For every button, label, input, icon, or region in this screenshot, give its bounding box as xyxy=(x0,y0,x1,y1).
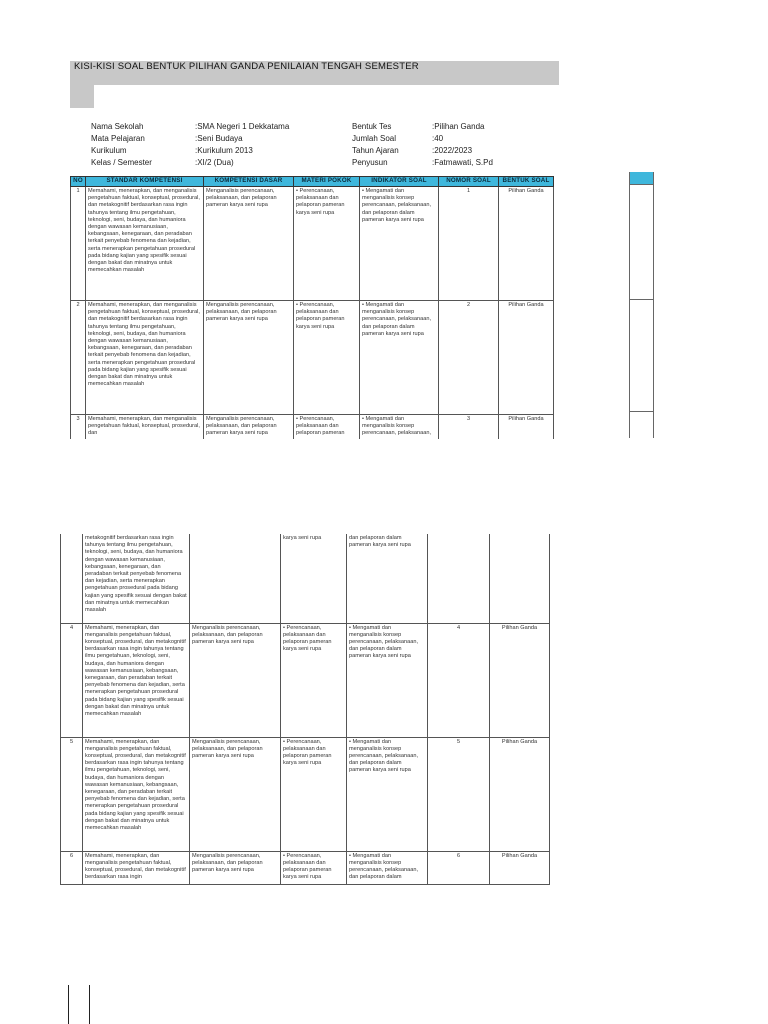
cell-bentuk-soal: Pilihan Ganda xyxy=(490,737,550,851)
cell-no: 2 xyxy=(71,301,86,415)
cell-standar-kompetensi: Memahami, menerapkan, dan menganalisis pengetahuan faktual, konseptual, prosedural, dan metakognitif berdasarkan rasa ingin xyxy=(83,851,190,884)
cell-indikator-soal: • Mengamati dan menganalisis konsep perencanaan, pelaksanaan, xyxy=(360,415,439,439)
row-divider xyxy=(630,411,653,412)
cell-nomor-soal: 2 xyxy=(439,301,499,415)
meta-key: Jumlah Soal xyxy=(352,134,397,143)
next-page-table-edge xyxy=(68,985,90,1024)
cell-materi-pokok: • Perencanaan, pelaksanaan dan pelaporan pameran karya seni rupa xyxy=(281,623,347,737)
meta-value: :Fatmawati, S.Pd xyxy=(432,158,493,167)
table-row xyxy=(71,187,554,301)
header-standar-kompetensi: STANDAR KOMPETENSI xyxy=(86,177,204,187)
cell-kompetensi-dasar: Menganalisis perencanaan, pelaksanaan, dan pelaporan pameran karya seni rupa xyxy=(204,415,294,439)
cell-no: 4 xyxy=(61,623,83,737)
cell-standar-kompetensi: Memahami, menerapkan, dan menganalisis pengetahuan faktual, konseptual, prosedural, dan xyxy=(86,415,204,439)
cell-nomor-soal: 1 xyxy=(439,187,499,301)
cell-kompetensi-dasar: Menganalisis perencanaan, pelaksanaan, dan pelaporan pameran karya seni rupa xyxy=(190,623,281,737)
meta-value: :SMA Negeri 1 Dekkatama xyxy=(195,122,290,131)
cell-indikator-soal: • Mengamati dan menganalisis konsep perencanaan, pelaksanaan, dan pelaporan dalam xyxy=(347,851,428,884)
kisi-table-page-2 xyxy=(60,534,550,885)
cell-indikator-soal: • Mengamati dan menganalisis konsep perencanaan, pelaksanaan, dan pelaporan dalam pameran karya seni rupa xyxy=(360,301,439,415)
table-row xyxy=(71,301,554,415)
meta-value: :XI/2 (Dua) xyxy=(195,158,234,167)
cell-materi-pokok: • Perencanaan, pelaksanaan dan pelaporan pameran karya seni rupa xyxy=(281,737,347,851)
table-row xyxy=(61,737,550,851)
cell-nomor-soal: 3 xyxy=(439,415,499,439)
cell-indikator-soal: • Mengamati dan menganalisis konsep perencanaan, pelaksanaan, dan pelaporan dalam pameran karya seni rupa xyxy=(347,737,428,851)
meta-value: :Seni Budaya xyxy=(195,134,243,143)
cell-no xyxy=(61,534,83,623)
cell-standar-kompetensi: metakognitif berdasarkan rasa ingin tahunya tentang ilmu pengetahuan, teknologi, seni, budaya, dan humaniora dengan wawasan kemanusiaan, kebangsaan, kenegaraan, dan peradaban terkait penyebab fenomena dan kejadian, serta menerapkan pengetahuan prosedural pada bidang kajian yang spesifik sesuai dengan bakat dan minatnya untuk memecahkan masalah xyxy=(83,534,190,623)
meta-row-author xyxy=(352,157,493,169)
meta-key: Tahun Ajaran xyxy=(352,146,399,155)
cell-nomor-soal: 6 xyxy=(428,851,490,884)
meta-key: Kurikulum xyxy=(91,146,127,155)
cell-materi-pokok: • Perencanaan, pelaksanaan dan pelaporan pameran xyxy=(294,415,360,439)
header-bentuk-soal: BENTUK SOAL xyxy=(499,177,554,187)
header-indikator-soal: INDIKATOR SOAL xyxy=(360,177,439,187)
table-row xyxy=(61,851,550,884)
cell-kompetensi-dasar: Menganalisis perencanaan, pelaksanaan, dan pelaporan pameran karya seni rupa xyxy=(190,851,281,884)
cell-indikator-soal: • Mengamati dan menganalisis konsep perencanaan, pelaksanaan, dan pelaporan dalam pameran karya seni rupa xyxy=(360,187,439,301)
title-bar-tab xyxy=(70,85,94,108)
header-kompetensi-dasar: KOMPETENSI DASAR xyxy=(204,177,294,187)
cell-bentuk-soal xyxy=(490,534,550,623)
meta-row-class xyxy=(91,157,289,169)
meta-row-curriculum xyxy=(91,145,289,157)
table-row xyxy=(61,623,550,737)
meta-row-test-type xyxy=(352,121,493,133)
meta-left xyxy=(91,121,289,169)
table-row xyxy=(61,534,550,623)
cell-standar-kompetensi: Memahami, menerapkan, dan menganalisis pengetahuan faktual, konseptual, prosedural, dan metakognitif berdasarkan rasa ingin tahunya tentang ilmu pengetahuan, teknologi, seni, budaya, dan humaniora dengan wawasan kemanusiaan, kebangsaan, kenegaraan, dan peradaban terkait penyebab fenomena dan kejadian, serta menerapkan pengetahuan prosedural pada bidang kajian yang spesifik sesuai dengan bakat dan minatnya untuk memecahkan masalah xyxy=(86,301,204,415)
adjacent-column xyxy=(629,172,654,438)
meta-value: :Pilihan Ganda xyxy=(432,122,485,131)
header-materi-pokok: MATERI POKOK xyxy=(294,177,360,187)
meta-row-school xyxy=(91,121,289,133)
meta-right xyxy=(352,121,493,169)
cell-standar-kompetensi: Memahami, menerapkan, dan menganalisis pengetahuan faktual, konseptual, prosedural, dan metakognitif berdasarkan rasa ingin tahunya tentang ilmu pengetahuan, teknologi, seni, budaya, dan humaniora dengan wawasan kemanusiaan, kebangsaan, kenegaraan, dan peradaban terkait penyebab fenomena dan kejadian, serta menerapkan pengetahuan prosedural pada bidang kajian yang spesifik sesuai dengan bakat dan minatnya untuk memecahkan masalah xyxy=(83,737,190,851)
meta-key: Kelas / Semester xyxy=(91,158,152,167)
row-divider xyxy=(630,299,653,300)
header-no: NO xyxy=(71,177,86,187)
cell-materi-pokok: • Perencanaan, pelaksanaan dan pelaporan pameran karya seni rupa xyxy=(294,301,360,415)
meta-key: Penyusun xyxy=(352,158,388,167)
cell-materi-pokok: karya seni rupa xyxy=(281,534,347,623)
meta-key: Nama Sekolah xyxy=(91,122,144,131)
meta-value: :Kurikulum 2013 xyxy=(195,146,253,155)
meta-value: :2022/2023 xyxy=(432,146,473,155)
cell-kompetensi-dasar xyxy=(190,534,281,623)
cell-kompetensi-dasar: Menganalisis perencanaan, pelaksanaan, dan pelaporan pameran karya seni rupa xyxy=(190,737,281,851)
meta-row-question-count xyxy=(352,133,493,145)
cell-no: 5 xyxy=(61,737,83,851)
cell-bentuk-soal: Pilihan Ganda xyxy=(490,851,550,884)
cell-materi-pokok: • Perencanaan, pelaksanaan dan pelaporan pameran karya seni rupa xyxy=(294,187,360,301)
adjacent-column-header xyxy=(630,172,653,185)
cell-standar-kompetensi: Memahami, menerapkan, dan menganalisis pengetahuan faktual, konseptual, prosedural, dan metakognitif berdasarkan rasa ingin tahunya tentang ilmu pengetahuan, teknologi, seni, budaya, dan humaniora dengan wawasan kemanusiaan, kebangsaan, kenegaraan, dan peradaban terkait penyebab fenomena dan kejadian, serta menerapkan pengetahuan prosedural pada bidang kajian yang spesifik sesuai dengan bakat dan minatnya untuk memecahkan masalah xyxy=(83,623,190,737)
cell-materi-pokok: • Perencanaan, pelaksanaan dan pelaporan pameran karya seni rupa xyxy=(281,851,347,884)
cell-no: 6 xyxy=(61,851,83,884)
cell-nomor-soal xyxy=(428,534,490,623)
cell-bentuk-soal: Pilihan Ganda xyxy=(490,623,550,737)
meta-row-subject xyxy=(91,133,289,145)
header-nomor-soal: NOMOR SOAL xyxy=(439,177,499,187)
cell-bentuk-soal: Pilihan Ganda xyxy=(499,187,554,301)
cell-indikator-soal: • Mengamati dan menganalisis konsep perencanaan, pelaksanaan, dan pelaporan dalam pameran karya seni rupa xyxy=(347,623,428,737)
cell-bentuk-soal: Pilihan Ganda xyxy=(499,415,554,439)
document-title: KISI-KISI SOAL BENTUK PILIHAN GANDA PENILAIAN TENGAH SEMESTER xyxy=(74,61,419,72)
cell-standar-kompetensi: Memahami, menerapkan, dan menganalisis pengetahuan faktual, konseptual, prosedural, dan metakognitif berdasarkan rasa ingin tahunya tentang ilmu pengetahuan, teknologi, seni, budaya, dan humaniora dengan wawasan kemanusiaan, kebangsaan, kenegaraan, dan peradaban terkait penyebab fenomena dan kejadian, serta menerapkan pengetahuan prosedural pada bidang kajian yang spesifik sesuai dengan bakat dan minatnya untuk memecahkan masalah xyxy=(86,187,204,301)
cell-no: 3 xyxy=(71,415,86,439)
kisi-table-page-1 xyxy=(70,176,554,439)
cell-no: 1 xyxy=(71,187,86,301)
meta-key: Mata Pelajaran xyxy=(91,134,145,143)
cell-kompetensi-dasar: Menganalisis perencanaan, pelaksanaan, dan pelaporan pameran karya seni rupa xyxy=(204,301,294,415)
meta-key: Bentuk Tes xyxy=(352,122,392,131)
cell-nomor-soal: 5 xyxy=(428,737,490,851)
cell-bentuk-soal: Pilihan Ganda xyxy=(499,301,554,415)
cell-nomor-soal: 4 xyxy=(428,623,490,737)
cell-indikator-soal: dan pelaporan dalam pameran karya seni rupa xyxy=(347,534,428,623)
table-row xyxy=(71,415,554,439)
meta-value: :40 xyxy=(432,134,444,143)
cell-kompetensi-dasar: Menganalisis perencanaan, pelaksanaan, dan pelaporan pameran karya seni rupa xyxy=(204,187,294,301)
meta-row-school-year xyxy=(352,145,493,157)
